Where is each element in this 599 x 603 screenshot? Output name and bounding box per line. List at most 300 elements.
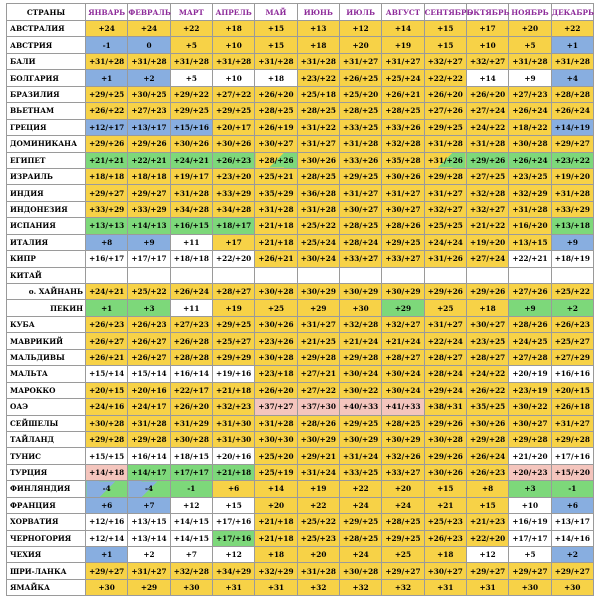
temperature-cell: +28/+28	[170, 349, 212, 365]
temperature-cell: +25/+22	[551, 284, 593, 300]
temperature-cell: +30/+27	[424, 563, 466, 579]
temperature-cell: +29/+26	[128, 136, 170, 152]
temperature-cell: +25	[382, 547, 424, 563]
temperature-cell: +30/+26	[255, 316, 297, 332]
temperature-cell: +30	[551, 579, 593, 595]
month-header: МАРТ	[170, 4, 212, 21]
temperature-cell: +16/+17	[86, 251, 128, 267]
temperature-cell: +12/+14	[86, 530, 128, 546]
country-name: МАВРИКИЙ	[7, 333, 86, 349]
temperature-cell: +10	[212, 70, 254, 86]
temperature-cell: +32/+29	[255, 563, 297, 579]
table-row	[7, 284, 594, 300]
country-name: ПЕКИН	[7, 300, 86, 316]
temperature-cell: +32/+23	[212, 399, 254, 415]
temperature-cell: 0	[128, 37, 170, 53]
country-name: ТУНИС	[7, 448, 86, 464]
temperature-cell: +15	[424, 481, 466, 497]
temperature-cell: +30/+27	[382, 201, 424, 217]
temperature-cell: +31/+27	[339, 185, 381, 201]
temperature-cell: +29/+26	[424, 448, 466, 464]
temperature-cell: +32	[339, 579, 381, 595]
temperature-cell: +26/+28	[170, 333, 212, 349]
table-row	[7, 234, 594, 250]
temperature-cell: +19/+17	[170, 168, 212, 184]
temperature-cell: +24/+17	[128, 399, 170, 415]
temperature-cell: +20	[255, 497, 297, 513]
temperature-cell: +27/+23	[170, 316, 212, 332]
temperature-cell: +23/+19	[509, 382, 551, 398]
temperature-cell: +14	[382, 21, 424, 37]
temperature-cell: +14/+13	[128, 218, 170, 234]
country-name: ИНДИЯ	[7, 185, 86, 201]
temperature-cell: +14/+19	[551, 119, 593, 135]
temperature-cell: +12	[212, 547, 254, 563]
table-row	[7, 218, 594, 234]
temperature-cell: +23/+25	[466, 333, 508, 349]
temperature-cell: +26/+27	[128, 333, 170, 349]
temperature-cell: +25/+25	[424, 218, 466, 234]
temperature-cell: +22/+24	[424, 333, 466, 349]
temperature-cell: +32/+28	[466, 185, 508, 201]
temperature-cell: +26/+23	[212, 152, 254, 168]
temperature-cell: +31/+27	[128, 563, 170, 579]
temperature-cell: +14/+16	[551, 530, 593, 546]
temperature-cell: +26/+20	[170, 399, 212, 415]
temperature-cell: +26/+21	[382, 86, 424, 102]
temperature-cell: +28/+26	[297, 415, 339, 431]
temperature-cell: +27/+25	[466, 168, 508, 184]
temperature-cell: +30	[86, 579, 128, 595]
temperature-cell: +29	[297, 300, 339, 316]
table-row	[7, 530, 594, 546]
temperature-cell: +29/+28	[424, 168, 466, 184]
temperature-cell: +6	[86, 497, 128, 513]
temperature-cell: +28/+25	[382, 415, 424, 431]
temperature-cell: +30/+29	[297, 284, 339, 300]
temperature-cell: +31/+28	[128, 53, 170, 69]
temperature-cell: +21/+18	[255, 530, 297, 546]
temperature-cell: +31/+28	[297, 563, 339, 579]
temperature-cell: +24	[339, 547, 381, 563]
temperature-cell: +29	[382, 300, 424, 316]
temperature-cell: +30	[509, 579, 551, 595]
temperature-cell	[212, 267, 254, 283]
temperature-cell: +16/+16	[551, 366, 593, 382]
temperature-cell: +11	[170, 300, 212, 316]
temperature-cell: +6	[551, 497, 593, 513]
temperature-cell: +29/+25	[339, 415, 381, 431]
temperature-cell: +30/+26	[466, 415, 508, 431]
temperature-cell: +19	[382, 37, 424, 53]
table-row	[7, 136, 594, 152]
temperature-cell: +29/+25	[212, 103, 254, 119]
temperature-cell: +32/+27	[466, 201, 508, 217]
temperature-cell: +26/+24	[170, 284, 212, 300]
country-name: ЯМАЙКА	[7, 579, 86, 595]
temperature-cell: +27/+22	[297, 382, 339, 398]
temperature-cell: +30/+22	[339, 382, 381, 398]
temperature-cell: +30/+28	[509, 136, 551, 152]
temperature-cell: +30/+27	[255, 136, 297, 152]
temperature-cell: +25	[424, 300, 466, 316]
temperature-cell: +30/+24	[382, 382, 424, 398]
temperature-cell: +31/+27	[297, 316, 339, 332]
table-row	[7, 399, 594, 415]
temperature-cell: +24/+16	[86, 399, 128, 415]
temperature-cell: +21/+22	[466, 218, 508, 234]
temperature-cell: +18/+18	[170, 251, 212, 267]
temperature-cell: +8	[86, 234, 128, 250]
country-name: КИПР	[7, 251, 86, 267]
temperature-cell: +33/+25	[339, 119, 381, 135]
temperature-cell: +33/+29	[551, 201, 593, 217]
temperature-cell: -1	[170, 481, 212, 497]
temperature-cell: +29/+26	[424, 415, 466, 431]
temperature-cell: +29/+27	[551, 563, 593, 579]
temperature-cell: +4	[551, 70, 593, 86]
temperature-cell: +31/+29	[170, 415, 212, 431]
temperature-cell: +31/+27	[551, 415, 593, 431]
temperature-cell: +16/+14	[170, 366, 212, 382]
country-name: ТУРЦИЯ	[7, 464, 86, 480]
country-name: ИЗРАИЛЬ	[7, 168, 86, 184]
temperature-cell: +30/+29	[382, 284, 424, 300]
table-row	[7, 119, 594, 135]
temperature-cell: +26/+20	[255, 86, 297, 102]
temperature-cell: +13/+17	[551, 514, 593, 530]
temperature-cell: +28/+24	[424, 366, 466, 382]
temperature-cell: +29/+27	[86, 563, 128, 579]
temperature-cell: +15/+14	[86, 366, 128, 382]
temperature-cell: +28/+26	[255, 152, 297, 168]
temperature-cell: +26/+20	[466, 86, 508, 102]
temperature-cell: +33/+25	[339, 464, 381, 480]
temperature-cell: +20	[382, 481, 424, 497]
table-row	[7, 300, 594, 316]
temperature-cell: +32/+27	[382, 316, 424, 332]
temperature-cell: +28/+25	[339, 530, 381, 546]
temperature-cell: +31/+28	[170, 53, 212, 69]
temperature-cell: +31/+28	[170, 185, 212, 201]
temperature-cell: +22	[551, 21, 593, 37]
temperature-cell: +10	[509, 497, 551, 513]
temperature-cell: +18	[255, 547, 297, 563]
temperature-cell: +26/+21	[86, 349, 128, 365]
temperature-cell: +29/+28	[466, 431, 508, 447]
temperature-cell: +21/+18	[255, 514, 297, 530]
temperature-cell: +31/+28	[466, 136, 508, 152]
temperature-cell: +31/+28	[551, 53, 593, 69]
temperature-cell: +30/+24	[382, 366, 424, 382]
temperature-cell: +7	[170, 547, 212, 563]
temperature-cell: +26/+22	[86, 103, 128, 119]
temperature-cell: +28/+25	[297, 168, 339, 184]
temperature-cell: +26/+27	[86, 333, 128, 349]
month-header: АВГУСТ	[382, 4, 424, 21]
temperature-cell: +21/+20	[509, 448, 551, 464]
temperature-cell: +28/+28	[551, 86, 593, 102]
table-row	[7, 563, 594, 579]
temperature-cell: +31/+28	[297, 201, 339, 217]
temperature-cell: +25/+20	[255, 448, 297, 464]
temperature-cell: +29/+27	[382, 563, 424, 579]
month-header: ЯНВАРЬ	[86, 4, 128, 21]
temperature-cell: +26/+23	[466, 464, 508, 480]
temperature-cell: +23/+22	[297, 70, 339, 86]
temperature-cell: +15/+20	[551, 464, 593, 480]
temperature-cell: +29/+21	[297, 448, 339, 464]
temperature-cell: +31/+27	[297, 136, 339, 152]
country-name: ХОРВАТИЯ	[7, 514, 86, 530]
temperature-cell: +30/+29	[382, 431, 424, 447]
temperature-cell: +23/+20	[212, 168, 254, 184]
temperature-cell: +23/+22	[551, 152, 593, 168]
temperature-cell: +30/+27	[509, 415, 551, 431]
table-row	[7, 201, 594, 217]
temperature-cell: +35/+25	[466, 399, 508, 415]
temperature-cell: +21/+18	[212, 464, 254, 480]
temperature-cell: +30/+26	[212, 136, 254, 152]
temperature-cell: +20/+17	[212, 119, 254, 135]
temperature-cell: +29/+27	[86, 185, 128, 201]
temperature-cell: +29/+25	[424, 119, 466, 135]
temperature-cell: +26/+24	[551, 103, 593, 119]
temperature-cell: +28/+27	[466, 349, 508, 365]
temperature-cell: +34/+29	[212, 563, 254, 579]
temperature-cell: +29/+26	[86, 136, 128, 152]
temperature-cell: +1	[551, 37, 593, 53]
temperature-cell: +31/+28	[297, 53, 339, 69]
temperature-cell: +20/+15	[551, 382, 593, 398]
temperature-cell: +29/+25	[382, 234, 424, 250]
temperature-cell: +21/+18	[255, 218, 297, 234]
temperature-cell: +12	[170, 497, 212, 513]
temperature-cell: +15	[466, 497, 508, 513]
temperature-cell: +26/+20	[255, 382, 297, 398]
temperature-cell: +2	[551, 300, 593, 316]
temperature-cell: +32/+29	[509, 185, 551, 201]
temperature-cell: +40/+33	[339, 399, 381, 415]
temperature-cell: +7	[128, 497, 170, 513]
temperature-cell	[170, 267, 212, 283]
temperature-cell: +10	[212, 37, 254, 53]
temperature-cell: +5	[509, 547, 551, 563]
temperature-cell: +31/+28	[212, 53, 254, 69]
countries-header: СТРАНЫ	[7, 4, 86, 21]
temperature-cell: -4	[86, 481, 128, 497]
temperature-cell: +20/+23	[509, 464, 551, 480]
temperature-cell: +24/+21	[170, 152, 212, 168]
temperature-cell: +9	[551, 234, 593, 250]
temperature-cell: +21	[424, 497, 466, 513]
temperature-cell: +25/+22	[297, 514, 339, 530]
temperature-cell: +22	[170, 21, 212, 37]
temperature-cell: +31/+27	[424, 316, 466, 332]
country-name: МАЛЬТА	[7, 366, 86, 382]
temperature-cell: +30/+27	[339, 201, 381, 217]
temperature-cell: +18	[255, 70, 297, 86]
temperature-cell: +14/+18	[86, 464, 128, 480]
temperature-cell: +21/+18	[255, 234, 297, 250]
temperature-cell: +18/+15	[170, 448, 212, 464]
temperature-cell: +27/+24	[466, 103, 508, 119]
table-row	[7, 333, 594, 349]
temperature-cell: +29/+22	[170, 86, 212, 102]
temperature-cell: +30/+28	[170, 431, 212, 447]
temperature-cell: +25/+19	[255, 464, 297, 480]
month-header: МАЙ	[255, 4, 297, 21]
temperature-cell: +35/+28	[382, 152, 424, 168]
temperature-cell: +15/+14	[128, 366, 170, 382]
temperature-cell: +33/+26	[382, 119, 424, 135]
temperature-cell: +28/+27	[424, 349, 466, 365]
temperature-cell: +24/+22	[466, 119, 508, 135]
temperature-cell: +25/+23	[424, 514, 466, 530]
temperature-cell: +27/+21	[297, 366, 339, 382]
temperature-cell: +20/+16	[212, 448, 254, 464]
temperature-cell: +32	[297, 579, 339, 595]
temperature-cell: +28/+25	[339, 103, 381, 119]
country-name: ДОМИНИКАНА	[7, 136, 86, 152]
temperature-cell: +15/+15	[86, 448, 128, 464]
temperature-cell: +25	[255, 300, 297, 316]
country-name: ОАЭ	[7, 399, 86, 415]
temperature-cell: +15/+16	[170, 119, 212, 135]
temperature-cell: +21/+24	[382, 333, 424, 349]
country-name: ФИНЛЯНДИЯ	[7, 481, 86, 497]
table-row	[7, 21, 594, 37]
temperature-cell: +2	[128, 547, 170, 563]
table-row	[7, 168, 594, 184]
temperature-cell: +32/+27	[424, 53, 466, 69]
temperature-cell: +31/+28	[509, 53, 551, 69]
country-name: ИСПАНИЯ	[7, 218, 86, 234]
temperature-cell: +16/+19	[509, 514, 551, 530]
country-name: АВСТРАЛИЯ	[7, 21, 86, 37]
table-row	[7, 497, 594, 513]
temperature-cell: +5	[170, 37, 212, 53]
temperature-cell: +22	[297, 497, 339, 513]
temperature-cell: +25/+27	[212, 333, 254, 349]
temperature-cell: +17/+17	[170, 464, 212, 480]
temperature-cell: +30	[339, 300, 381, 316]
temperature-cell: +31/+28	[128, 415, 170, 431]
temperature-cell: +31/+24	[339, 448, 381, 464]
temperature-cell: +33/+27	[382, 464, 424, 480]
temperature-cell: +26/+23	[424, 530, 466, 546]
temperature-cell: +1	[86, 547, 128, 563]
country-name: ШРИ-ЛАНКА	[7, 563, 86, 579]
temperature-cell: +29/+25	[382, 530, 424, 546]
temperature-cell: +26/+23	[128, 316, 170, 332]
temperature-cell: +26/+24	[509, 103, 551, 119]
temperature-cell: +41/+33	[382, 399, 424, 415]
table-row	[7, 267, 594, 283]
temperature-cell: +18	[212, 21, 254, 37]
temperature-cell: +28/+25	[339, 218, 381, 234]
temperature-cell: +22/+20	[466, 530, 508, 546]
temperature-cell: -4	[128, 481, 170, 497]
temperature-cell: +19/+20	[466, 234, 508, 250]
temperature-cell: +28/+25	[382, 103, 424, 119]
temperature-cell: +27/+26	[509, 284, 551, 300]
temperature-cell: +23/+25	[509, 168, 551, 184]
temperature-cell: +27/+23	[128, 103, 170, 119]
climate-table-container	[6, 3, 594, 596]
temperature-cell: +33/+29	[128, 201, 170, 217]
temperature-cell: +15	[212, 497, 254, 513]
temperature-cell: +18/+18	[86, 168, 128, 184]
temperature-cell: +15	[255, 21, 297, 37]
country-name: ВЬЕТНАМ	[7, 103, 86, 119]
temperature-cell: +30/+26	[297, 152, 339, 168]
temperature-cell: +27/+22	[212, 86, 254, 102]
temperature-cell: +29/+26	[466, 152, 508, 168]
temperature-cell: -1	[551, 481, 593, 497]
month-header: СЕНТЯБРЬ	[424, 4, 466, 21]
temperature-cell: +19/+16	[212, 366, 254, 382]
temperature-cell: +22/+21	[509, 251, 551, 267]
country-name: БРАЗИЛИЯ	[7, 86, 86, 102]
temperature-cell	[424, 267, 466, 283]
temperature-cell: +31/+28	[339, 136, 381, 152]
temperature-cell: +22/+20	[212, 251, 254, 267]
temperature-cell: +26/+22	[466, 382, 508, 398]
temperature-cell: +24/+22	[466, 366, 508, 382]
temperature-cell: +27/+28	[509, 349, 551, 365]
temperature-cell: +25/+23	[297, 530, 339, 546]
temperature-cell: +31	[255, 579, 297, 595]
month-header: ИЮЛЬ	[339, 4, 381, 21]
temperature-cell: +26/+23	[551, 316, 593, 332]
climate-table-body	[7, 21, 594, 596]
temperature-cell: +17/+16	[551, 448, 593, 464]
temperature-cell: +29/+28	[86, 431, 128, 447]
temperature-cell	[466, 267, 508, 283]
month-header: ОКТЯБРЬ	[466, 4, 508, 21]
temperature-cell: +32/+27	[466, 53, 508, 69]
country-name: МАЛЬДИВЫ	[7, 349, 86, 365]
temperature-cell: +19/+20	[551, 168, 593, 184]
temperature-cell: +26/+20	[424, 86, 466, 102]
country-name: ЧЕРНОГОРИЯ	[7, 530, 86, 546]
temperature-cell: +31/+28	[86, 53, 128, 69]
temperature-cell: +26/+27	[128, 349, 170, 365]
temperature-cell: +26/+21	[255, 251, 297, 267]
temperature-cell: +30/+28	[86, 415, 128, 431]
temperature-cell	[509, 267, 551, 283]
country-name: КИТАЙ	[7, 267, 86, 283]
temperature-cell: +22/+22	[424, 70, 466, 86]
table-row	[7, 431, 594, 447]
temperature-cell: +32/+28	[170, 563, 212, 579]
temperature-cell: +29/+28	[551, 431, 593, 447]
temperature-cell	[382, 267, 424, 283]
temperature-cell: +31/+27	[382, 53, 424, 69]
table-row	[7, 415, 594, 431]
table-row	[7, 481, 594, 497]
temperature-cell: +31/+27	[339, 53, 381, 69]
temperature-cell: +16/+15	[170, 218, 212, 234]
temperature-cell: +27/+24	[466, 251, 508, 267]
temperature-cell: +21/+18	[212, 382, 254, 398]
temperature-cell: +37/+30	[297, 399, 339, 415]
temperature-cell: +28/+27	[382, 349, 424, 365]
temperature-cell: +13/+15	[509, 234, 551, 250]
temperature-cell	[551, 267, 593, 283]
table-row	[7, 86, 594, 102]
